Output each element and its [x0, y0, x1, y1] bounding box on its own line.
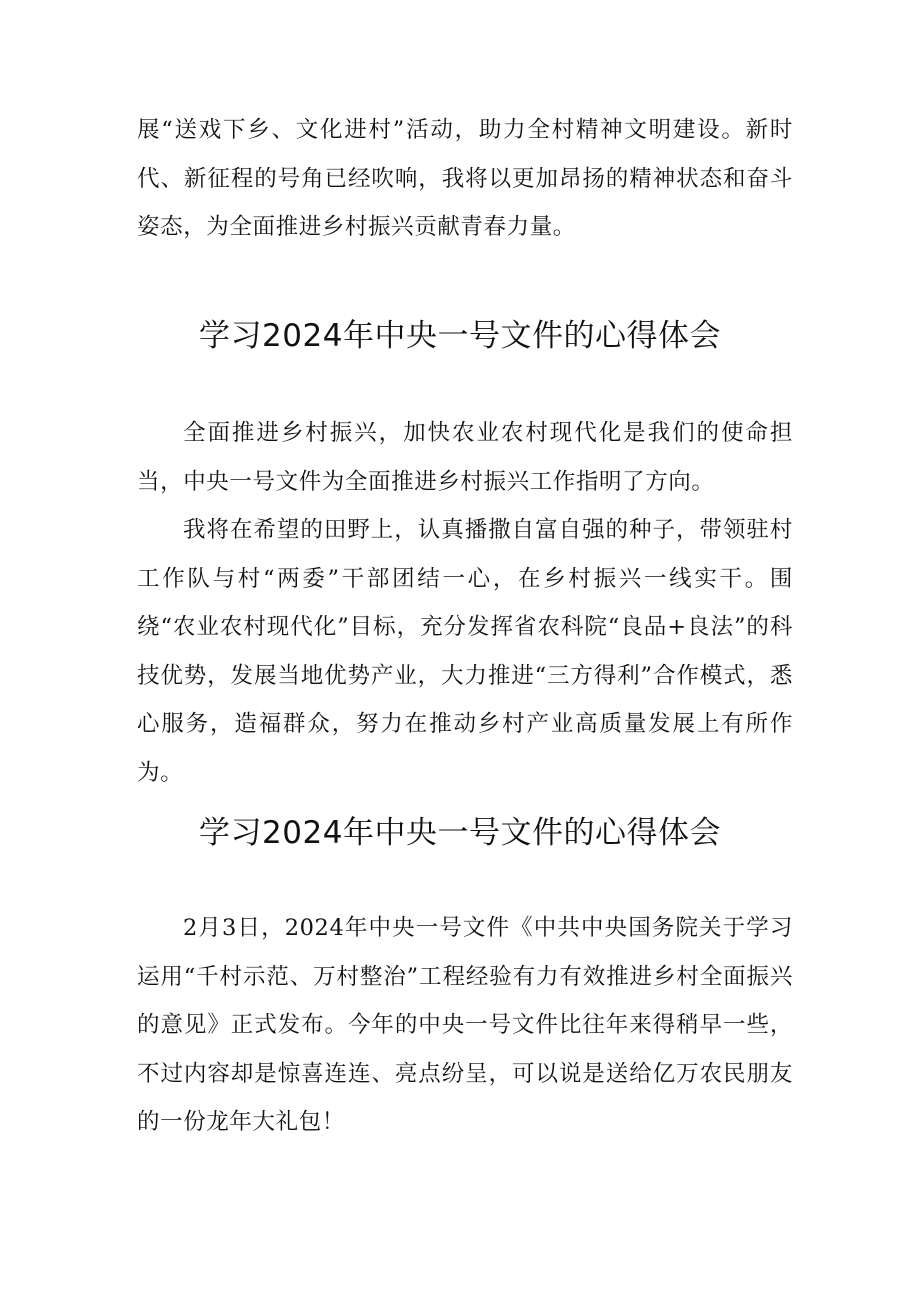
section-1-paragraph-2: 我将在希望的田野上，认真播撒自富自强的种子，带领驻村工作队与村“两委”干部团结一心，在乡村振兴一线实干。围绕“农业农村现代化”目标，充分发挥省农科院“良品+良法”的科技优势，发展当地优势产业，大力推进“三方得利”合作模式，悉心服务，造福群众，努力在推动乡村产业高质量发展上有所作为。 [137, 517, 793, 786]
continued-paragraph: 展“送戏下乡、文化进村”活动，助力全村精神文明建设。新时代、新征程的号角已经吹响，我将以更加昂扬的精神状态和奋斗姿态，为全面推进乡村振兴贡献青春力量。 [137, 117, 793, 240]
section-2-paragraph-1: 2月3日，2024年中央一号文件《中共中央国务院关于学习运用“千村示范、万村整治”工程经验有力有效推进乡村全面振兴的意见》正式发布。今年的中央一号文件比往年来得稍早一些，不过内容却是惊喜连连、亮点纷呈，可以说是送给亿万农民朋友的一份龙年大礼包！ [137, 915, 793, 1135]
section-title-1: 学习2024年中央一号文件的心得体会 [199, 318, 721, 354]
section-1-paragraph-1: 全面推进乡村振兴，加快农业农村现代化是我们的使命担当，中央一号文件为全面推进乡村振兴工作指明了方向。 [137, 420, 793, 495]
section-title-2: 学习2024年中央一号文件的心得体会 [199, 815, 721, 851]
